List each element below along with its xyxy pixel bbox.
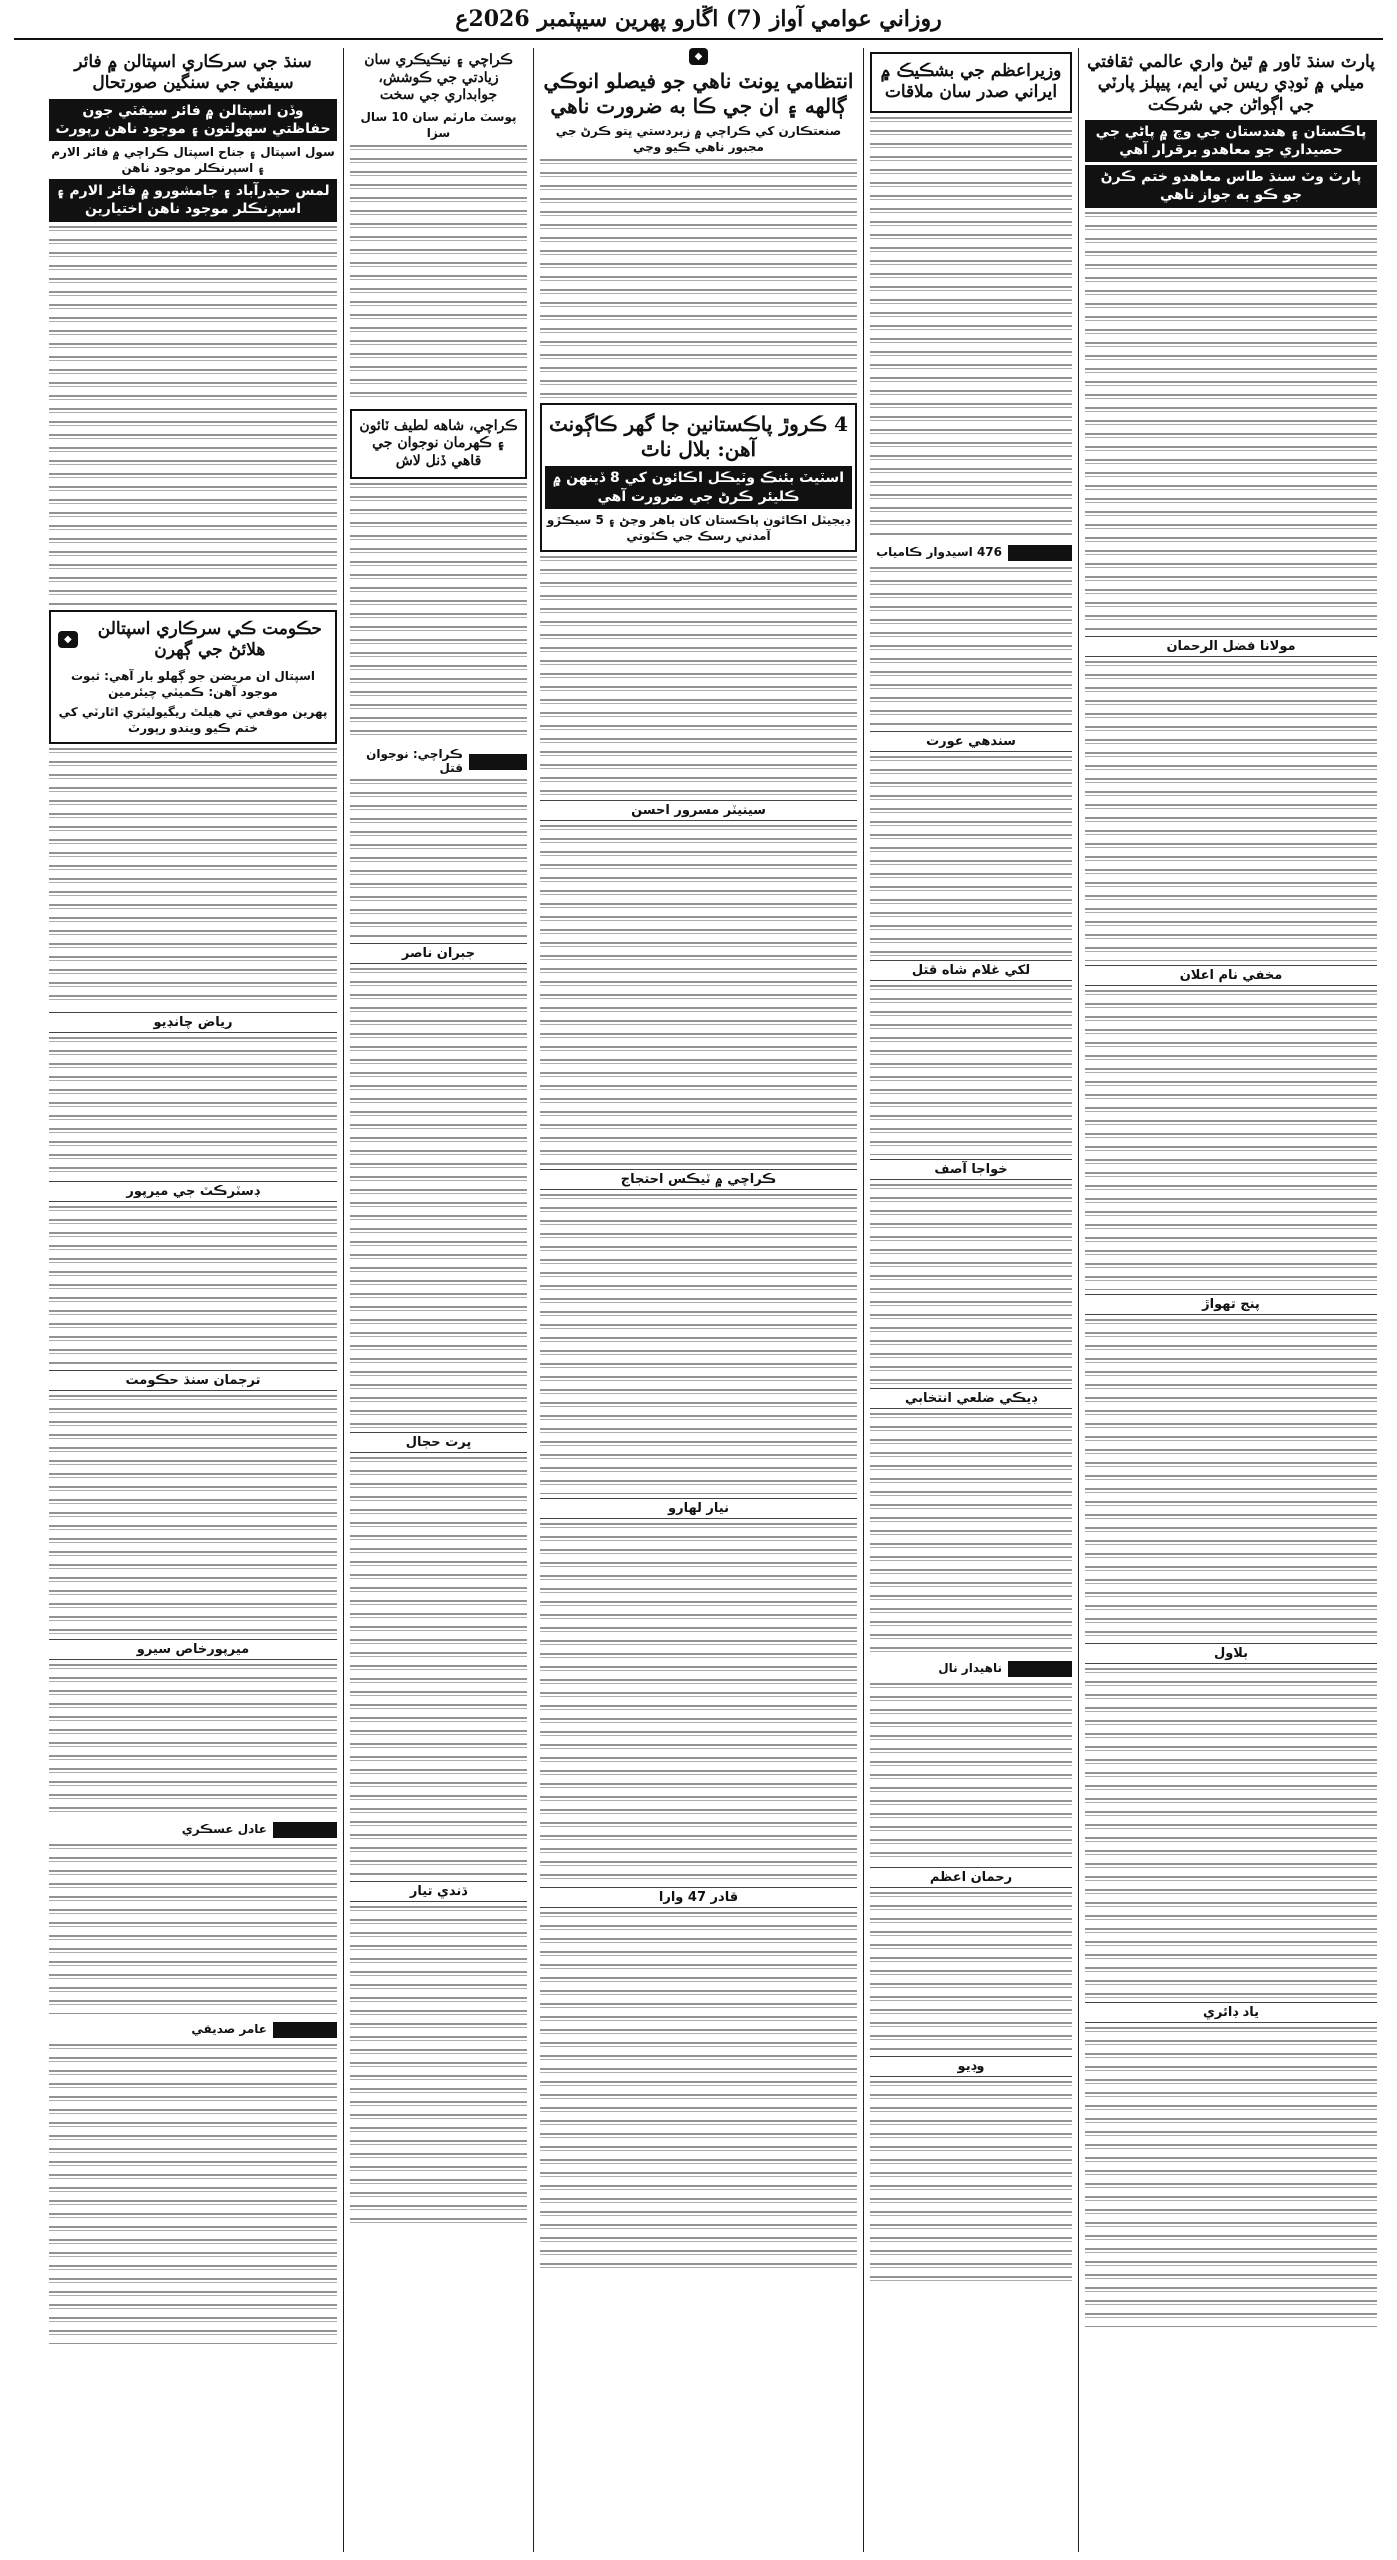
col5-headline: سنڌ جي سرڪاري اسپتالن ۾ فائر سيفٽي جي سنگين صورتحال [74, 52, 312, 94]
col3-deck: صنعتڪارن کي ڪراچي ۾ زبردستي ڀتو ڪرڻ جي مجبور ناهي ڪيو وڃي [555, 124, 842, 155]
masthead [14, 0, 1383, 40]
col4-subhead-5: ڌندي تيار [350, 1881, 527, 1902]
col5-article-body-8 [49, 2044, 337, 2344]
masthead-title: روزاني عوامي آواز (7) اڱارو پهرين سيپٽمبر 2026ع [455, 6, 942, 32]
col2-article-body-5 [870, 1184, 1072, 1384]
col2-subhead-2: ڊيڪي ضلعي انتخابي [870, 1388, 1072, 1409]
col2-article-body-8 [870, 1892, 1072, 2052]
col5-subhead-6: عامر صديقي [191, 2021, 267, 2036]
col4-subhead-3: جبران ناصر [350, 943, 527, 964]
col3-lead-box [540, 403, 857, 552]
col3-box-headline: 4 ڪروڙ پاڪستانين جا گهر ڪاڳونٽ آهن: بلال ناٿ [548, 412, 849, 462]
col4-subhead-1: ڪراچي، شاهه لطيف ٽائون ۽ ڪهرمان نوجوان جي قاهي ڏنل لاش [359, 417, 518, 469]
col4-article-body-6 [350, 1906, 527, 2226]
col4-subhead-4: ڀرت حجال [350, 1432, 527, 1453]
col2-article-body-6 [870, 1413, 1072, 1653]
col4-article-body-4 [350, 968, 527, 1428]
col3-article-body-6 [540, 1912, 857, 2272]
col5-subhead-5: عادل عسڪري [181, 1821, 267, 1836]
col5-article-body-5 [49, 1395, 337, 1635]
col2-subhead-5: خواجا آصف [870, 1159, 1072, 1180]
col4-byline-badge-1 [469, 754, 527, 770]
col5-deck-1: وڏن اسپتالن ۾ فائر سيفٽي جون حفاظتي سهولتون ۽ موجود ناهن رپورٽ [49, 99, 337, 141]
col5-article-body-4 [49, 1206, 337, 1366]
col3-subhead-1: سينيٽر مسرور احسن [540, 800, 857, 821]
col2-article-body-4 [870, 985, 1072, 1155]
col1-headline: پارٽ سنڌ ٽاور ۾ ٿيڻ واري عالمي ثقافتي ميلي ۾ ٽوڊي ريس ٽي ايم، پيپلز پارٽي جي اڳواڻن جي شرڪت [1087, 52, 1375, 115]
col5-article-body-7 [49, 1844, 337, 2014]
col1-article-body-2 [1085, 661, 1377, 961]
col1-article-body-1 [1085, 212, 1377, 632]
col5-byline-badge-2 [273, 2022, 337, 2038]
col2-subhead-3: سندهي عورت [870, 731, 1072, 752]
col4-article-body-5 [350, 1457, 527, 1877]
col2-subhead-8: وڊيو [870, 2056, 1072, 2077]
col5-headline-box-2 [49, 610, 337, 744]
col4-headline: ڪراچي ۽ نيڪيڪري سان زيادتي جي ڪوشش، جوابداري جي سخت [364, 52, 513, 103]
col5-deck-5: پهرين موقعي تي هيلٿ ريگيوليٽري اٿارٽي کي ختم ڪيو ويندو رپورٽ [58, 704, 328, 735]
col3-article-body-3 [540, 825, 857, 1165]
column-5 [43, 48, 343, 2552]
column-4 [343, 48, 533, 2552]
column-1 [1078, 48, 1383, 2552]
col3-subhead-2: ڪراچي ۾ ٽيڪس احتجاج [540, 1169, 857, 1190]
col5-article-body-1 [49, 226, 337, 606]
col5-logo-badge: ◆ [58, 631, 78, 648]
col3-article-body-4 [540, 1194, 857, 1494]
col3-logo-badge: ◆ [689, 48, 709, 65]
col5-article-body-2 [49, 748, 337, 1008]
col1-article-body-5 [1085, 1668, 1377, 1998]
col5-article-body-6 [49, 1664, 337, 1814]
column-2 [863, 48, 1078, 2552]
col5-subhead-2: ڊسٽرڪٽ جي ميرپور [49, 1181, 337, 1202]
col5-subhead-4: ميرپورخاص سيرو [49, 1639, 337, 1660]
col4-subhead-2: ڪراچي: نوجوان قتل [366, 747, 463, 776]
column-3 [533, 48, 863, 2552]
col3-subhead-3: نيار لهارو [540, 1498, 857, 1519]
col3-article-body-2 [540, 556, 857, 796]
col1-subhead-2: مخفي نام اعلان [1085, 965, 1377, 986]
col2-subhead-6: ناهيدار نال [938, 1660, 1002, 1675]
col3-headline: انتظامي يونٽ ناهي جو فيصلو انوڪي ڳالهه ۽ ان جي ڪا به ضرورت ناهي [543, 69, 854, 118]
col3-article-body-1 [540, 159, 857, 399]
col2-article-body-9 [870, 2081, 1072, 2281]
col5-deck-3: لمس حيدرآباد ۽ جامشورو ۾ فائر الارم ۽ اسپرنڪلر موجود ناهن اختيارين [49, 179, 337, 221]
col4-article-body-1 [350, 145, 527, 405]
col2-subhead-4: لکي غلام شاه قتل [870, 960, 1072, 981]
col2-byline-badge-1 [1008, 545, 1072, 561]
col2-headline-box [870, 52, 1072, 113]
col1-article-body-3 [1085, 990, 1377, 1290]
col3-box-deck-2: ڊيجيٽل اڪائون پاڪستان کان ٻاهر وڃڻ ۽ 5 سيڪڙو آمدني رسڪ جي ڪٽوتي [546, 512, 851, 543]
col5-subhead-1: رياض چانڊيو [49, 1012, 337, 1033]
col2-article-body-2 [870, 567, 1072, 727]
col1-subhead-5: ياد ڊائري [1085, 2002, 1377, 2023]
col3-box-deck-1: اسٽيٽ بئنڪ وٽيڪل اڪائون کي 8 ڏينهن ۾ ڪليئر ڪرڻ جي ضرورت آهي [545, 466, 852, 508]
col3-subhead-4: قادر 47 وارا [540, 1887, 857, 1908]
col5-deck-2: سول اسپتال ۽ جناح اسپتال ڪراچي ۾ فائر الارم ۽ اسپرنڪلر موجود ناهن [51, 144, 335, 176]
col1-subhead-1: مولانا فضل الرحمان [1085, 636, 1377, 657]
col2-article-body-3 [870, 756, 1072, 956]
col2-article-body-7 [870, 1683, 1072, 1863]
col5-article-body-3 [49, 1037, 337, 1177]
col1-banner-2: پارٽ وٽ سنڌ طاس معاهدو ختم ڪرڻ جو ڪو به جواز ناهي [1085, 165, 1377, 207]
col4-article-body-3 [350, 779, 527, 939]
col4-deck: پوسٽ مارٽم سان 10 سال سزا [360, 109, 517, 140]
col1-article-body-6 [1085, 2027, 1377, 2327]
col4-article-body-2 [350, 483, 527, 743]
col1-subhead-3: پنج تهواڙ [1085, 1294, 1377, 1315]
col2-byline-badge-2 [1008, 1661, 1072, 1677]
col4-headline-box-2 [350, 409, 527, 480]
col2-subhead-7: رحمان اعظم [870, 1867, 1072, 1888]
col1-subhead-4: بلاول [1085, 1643, 1377, 1664]
col1-article-body-4 [1085, 1319, 1377, 1639]
col1-banner-1: پاڪستان ۽ هندستان جي وچ ۾ پاڻي جي حصيداري جو معاهدو برقرار آهي [1085, 120, 1377, 162]
col2-article-body-1 [870, 117, 1072, 537]
col5-byline-badge-1 [273, 1822, 337, 1838]
col2-subhead-1: 476 اسيدوار ڪامياب [876, 544, 1002, 559]
col2-headline: وزيراعظم جي بشڪيڪ ۾ ايراني صدر سان ملاقات [880, 61, 1062, 103]
col5-deck-4: اسپتال ان مريضن جو ڳهلو بار آهي: ثبوت موجود آهن: ڪميٽي چيئرمين [70, 669, 316, 700]
col3-article-body-5 [540, 1523, 857, 1883]
col5-headline-2: حڪومت ڪي سرڪاري اسپتالن هلائڻ جي ڳهرن [97, 618, 322, 660]
columns [14, 48, 1383, 2552]
col5-subhead-3: ترجمان سنڌ حڪومت [49, 1370, 337, 1391]
